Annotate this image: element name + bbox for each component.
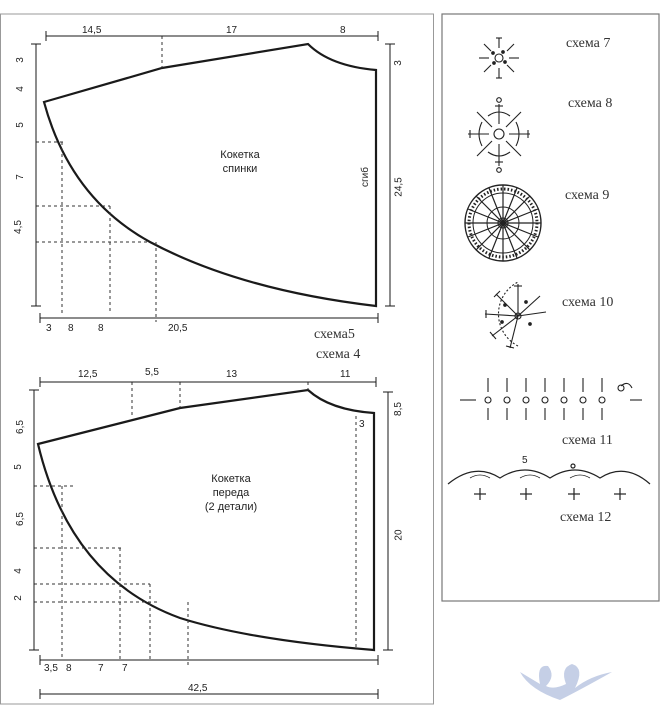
- front-top-dim-4: 11: [340, 369, 351, 380]
- front-bottom-dim-3: 7: [98, 663, 104, 674]
- scheme-10-label: схема 10: [562, 295, 614, 310]
- back-right-dim-1: 3: [392, 60, 404, 66]
- crochet-row-icon: [460, 378, 642, 420]
- back-bottom-dim-4: 20,5: [168, 323, 188, 334]
- front-bottom-dim-4: 7: [122, 663, 128, 674]
- scheme-11-label: схема 11: [562, 433, 613, 448]
- front-yoke-pattern: [29, 377, 393, 699]
- fold-label: сгиб: [359, 167, 371, 187]
- front-right-dim-2: 20: [393, 529, 405, 541]
- back-top-dim-2: 17: [226, 25, 238, 36]
- back-yoke-title-line1: Кокетка: [220, 149, 260, 161]
- front-left-dim-5: 2: [12, 595, 24, 601]
- crochet-motif-medium-icon: [468, 98, 530, 173]
- front-top-dim-1: 12,5: [78, 369, 98, 380]
- front-total-width: 42,5: [188, 683, 208, 694]
- front-left-dim-2: 5: [12, 464, 24, 470]
- back-bottom-dim-3: 8: [98, 323, 104, 334]
- back-top-dim-3: 8: [340, 25, 346, 36]
- front-yoke-title: [200, 472, 262, 514]
- schemes-frame: [442, 14, 659, 601]
- crochet-row-stitches: [485, 378, 632, 420]
- front-yoke-title-line3: (2 детали): [204, 501, 258, 513]
- front-bottom-dim-1: 3,5: [44, 663, 58, 674]
- swan-logo: [520, 664, 612, 700]
- scheme-7-label: схема 7: [566, 36, 611, 51]
- back-yoke-title-line2: спинки: [222, 163, 258, 175]
- schema-5-label: схема5: [314, 327, 355, 342]
- front-top-dim-3: 13: [226, 369, 238, 380]
- front-bottom-dim-2: 8: [66, 663, 72, 674]
- scheme-12-number: 5: [522, 455, 528, 466]
- front-yoke-outline: [38, 390, 374, 650]
- back-left-dim-4: 7: [14, 174, 26, 180]
- back-bottom-dim-1: 3: [46, 323, 52, 334]
- front-yoke-title-line1: Кокетка: [211, 473, 251, 485]
- back-left-dim-3: 5: [14, 122, 26, 128]
- front-yoke-title-line2: переда: [212, 487, 250, 499]
- scheme-8-label: схема 8: [568, 96, 613, 111]
- back-right-dim-2: 24,5: [393, 177, 405, 197]
- back-top-dim-1: 14,5: [82, 25, 102, 36]
- crochet-motif-small-icon: [479, 38, 519, 78]
- scheme-12-label: схема 12: [560, 510, 612, 525]
- back-left-dim-5: 4,5: [12, 220, 24, 234]
- back-yoke-pattern: [31, 31, 395, 323]
- crochet-motif-dense-icon: [465, 185, 541, 261]
- back-left-dim-2: 4: [14, 86, 26, 92]
- crochet-arc-edging-icon: [448, 464, 650, 500]
- back-left-dim-1: 3: [14, 57, 26, 63]
- back-bottom-dim-2: 8: [68, 323, 74, 334]
- front-left-dim-1: 6,5: [14, 420, 26, 434]
- back-yoke-title: [210, 148, 270, 176]
- crochet-fan-icon: [485, 282, 546, 348]
- front-right-dim-1: 8,5: [392, 402, 404, 416]
- schema-4-label: схема 4: [316, 347, 361, 362]
- front-left-dim-4: 4: [12, 568, 24, 574]
- front-left-dim-3: 6,5: [14, 512, 26, 526]
- front-inner-dim: 3: [359, 419, 365, 430]
- scheme-9-label: схема 9: [565, 188, 610, 203]
- front-top-dim-2: 5,5: [145, 367, 159, 378]
